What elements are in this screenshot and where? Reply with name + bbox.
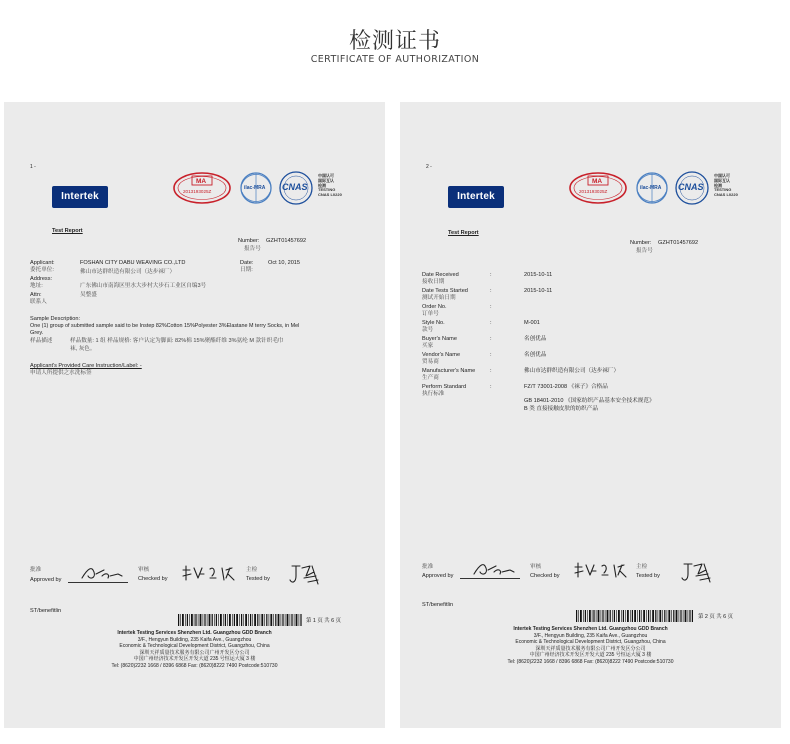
checked-label: Checked by <box>138 576 168 582</box>
checked-zh: 审核 <box>530 564 542 570</box>
date-label: Date: <box>240 260 254 266</box>
report-number-label: Number: <box>238 238 260 244</box>
approved-zh: 批准 <box>30 567 42 573</box>
row-value: 佛山市达群织造有限公司（达步袜厂） <box>524 368 620 374</box>
cnas-caption: 中国认可 国际互认 检测 TESTING CNAS L0220 <box>714 173 738 198</box>
report-number: GZHT01457692 <box>658 240 699 246</box>
checked-zh: 审核 <box>138 567 150 573</box>
sample-desc-line1: One (1) group of submitted sample said to be Instep 82%Cotton 15%Polyester 3%Elastane M terry Socks, in Mel <box>30 323 300 329</box>
row-colon: : <box>490 288 492 294</box>
accreditation-logos <box>568 168 773 210</box>
row-label-zh: 接收日期 <box>422 279 445 285</box>
sample-zh-line2: 袜, 灰色。 <box>70 346 96 352</box>
footer: Intertek Testing Services Shenzhen Ltd. Guangzhou GDD Branch 3/F., Hengyun Building, 235 Kaifa Ave., Guangzhou Economic & Technological Development District, Guangzhou, China 深圳天祥质量技术服务有限公司广州开发区分公司 中国广州经济技术开发区开发大道 235 号恒运大厦 3 楼 Tel: (8620)2232 1668 / 8396 6868 Fax: (8620)8222 7490 Postcode:510730 <box>111 630 278 669</box>
approved-signature-icon <box>78 564 128 584</box>
barcode-icon <box>576 610 694 622</box>
address-zh-label: 地址: <box>30 283 43 289</box>
approved-zh: 批准 <box>422 564 434 570</box>
row-label-zh: 款号 <box>422 327 434 333</box>
st-line: ST/benefitlin <box>422 602 454 608</box>
row-colon: : <box>490 336 492 342</box>
row-value: 名创优品 <box>524 336 547 342</box>
tested-signature-icon <box>288 562 322 588</box>
report-number-label: Number: <box>630 240 652 246</box>
tested-zh: 主检 <box>636 564 648 570</box>
report-number-zh: 报告号 <box>636 248 653 254</box>
sample-zh-label: 样品描述 <box>30 338 53 344</box>
sample-zh-line1: 样品数量: 1 组 样品规格: 客户认定为脚面: 82%棉 15%聚酯纤维 3%氨纶 M 款针织毛巾 <box>70 338 284 344</box>
row-colon: : <box>490 304 492 310</box>
sample-desc-label: Sample Description: <box>30 316 81 322</box>
report-title: Test Report <box>448 230 479 236</box>
row-label: Date Received <box>422 272 459 278</box>
applicant-zh-label: 委托单位: <box>30 267 54 273</box>
certificate-page-2 <box>400 102 781 728</box>
row-label: Style No. <box>422 320 445 326</box>
row-label: Date Tests Started <box>422 288 468 294</box>
st-line: ST/benefitlin <box>30 608 62 614</box>
footer: Intertek Testing Services Shenzhen Ltd. Guangzhou GDD Branch 3/F., Hengyun Building, 235 Kaifa Ave., Guangzhou Economic & Technological Development District, Guangzhou, China 深圳天祥质量技术服务有限公司广州开发区分公司 中国广州经济技术开发区开发大道 235 号恒运大厦 3 楼 Tel: (8620)2232 1668 / 8396 6868 Fax: (8620)8222 7490 Postcode:510730 <box>507 626 674 665</box>
ilac-label: ilac-MRA <box>244 185 266 191</box>
row-label-zh: 贸易商 <box>422 359 439 365</box>
tested-signature-icon <box>680 560 714 586</box>
cnas-caption: 中国认可 国际互认 检测 TESTING CNAS L0220 <box>318 173 342 198</box>
applicant-label: Applicant: <box>30 260 55 266</box>
standard-line3: B 类 直接接触皮肤的纺织产品 <box>524 406 598 412</box>
checked-label: Checked by <box>530 573 560 579</box>
approved-label: Approved by <box>30 577 62 583</box>
row-value: 名创优品 <box>524 352 547 358</box>
row-label-zh: 订单号 <box>422 311 439 317</box>
intertek-logo: Intertek <box>52 186 108 208</box>
sample-desc-line2: Grey. <box>30 330 44 336</box>
attn-label: Attn: <box>30 292 42 298</box>
row-label-zh: 执行标准 <box>422 391 445 397</box>
checked-signature-icon <box>180 564 238 584</box>
row-label: Manufacturer's Name <box>422 368 476 374</box>
address-value: 广东佛山市南海区里水大步村大步石工业区自编3号 <box>80 283 207 289</box>
care-zh: 申请人所提供之水洗标签 <box>30 370 92 376</box>
row-label: Buyer's Name <box>422 336 457 342</box>
standard-line2: GB 18401-2010 《国家纺织产品基本安全技术规范》 <box>524 398 655 404</box>
row-value: M-001 <box>524 320 540 326</box>
row-colon: : <box>490 352 492 358</box>
report-number: GZHT01457692 <box>266 238 307 244</box>
page-count: 第 1 页 共 6 页 <box>306 618 342 624</box>
tested-zh: 主检 <box>246 567 258 573</box>
approved-label: Approved by <box>422 573 454 579</box>
row-label-zh: 买家 <box>422 343 434 349</box>
page-mark: 2 - <box>426 164 432 170</box>
care-label: Applicant's Provided Care Instruction/Label: - <box>30 363 142 369</box>
cnas-label: CNAS <box>282 182 308 192</box>
cma-label: MA <box>196 178 207 185</box>
barcode-icon <box>178 614 302 626</box>
cma-label: MA <box>592 178 603 185</box>
row-value: 2015-10-11 <box>524 272 553 278</box>
address-label: Address: <box>30 276 53 282</box>
cma-number: 2013193025Z <box>183 189 212 194</box>
row-label-zh: 生产商 <box>422 375 439 381</box>
date-value: Oct 10, 2015 <box>268 260 301 266</box>
ilac-label: ilac-MRA <box>640 185 662 191</box>
report-title: Test Report <box>52 228 83 234</box>
certificate-page-1 <box>4 102 385 728</box>
cnas-label: CNAS <box>678 182 704 192</box>
cma-number: 2013193025Z <box>579 189 608 194</box>
attn-value: 吴整盛 <box>80 292 97 298</box>
page-subtitle: CERTIFICATE OF AUTHORIZATION <box>310 54 480 65</box>
checked-signature-icon <box>572 561 630 581</box>
row-value: 2015-10-11 <box>524 288 553 294</box>
page-count: 第 2 页 共 6 页 <box>698 614 734 620</box>
row-colon: : <box>490 368 492 374</box>
row-value: FZ/T 73001-2008 《袜子》合格品 <box>524 384 608 390</box>
report-number-zh: 报告号 <box>244 246 261 252</box>
approved-signature-icon <box>470 560 520 580</box>
row-label: Vendor's Name <box>422 352 461 358</box>
page-mark: 1 - <box>30 164 36 170</box>
row-label: Order No. <box>422 304 447 310</box>
tested-label: Tested by <box>636 573 660 579</box>
row-colon: : <box>490 384 492 390</box>
accreditation-logos <box>172 168 377 210</box>
row-label-zh: 测试开始日期 <box>422 295 456 301</box>
applicant-value: FOSHAN CITY DABU WEAVING CO.,LTD <box>80 260 186 266</box>
intertek-logo: Intertek <box>448 186 504 208</box>
attn-zh-label: 联系人 <box>30 299 47 305</box>
date-zh-label: 日期: <box>240 267 253 273</box>
row-colon: : <box>490 320 492 326</box>
page-title: 检测证书 <box>348 29 441 54</box>
applicant-zh-value: 佛山市达群织造有限公司（达步袜厂） <box>80 269 176 275</box>
row-label: Perform Standard <box>422 384 467 390</box>
row-colon: : <box>490 272 492 278</box>
tested-label: Tested by <box>246 576 270 582</box>
